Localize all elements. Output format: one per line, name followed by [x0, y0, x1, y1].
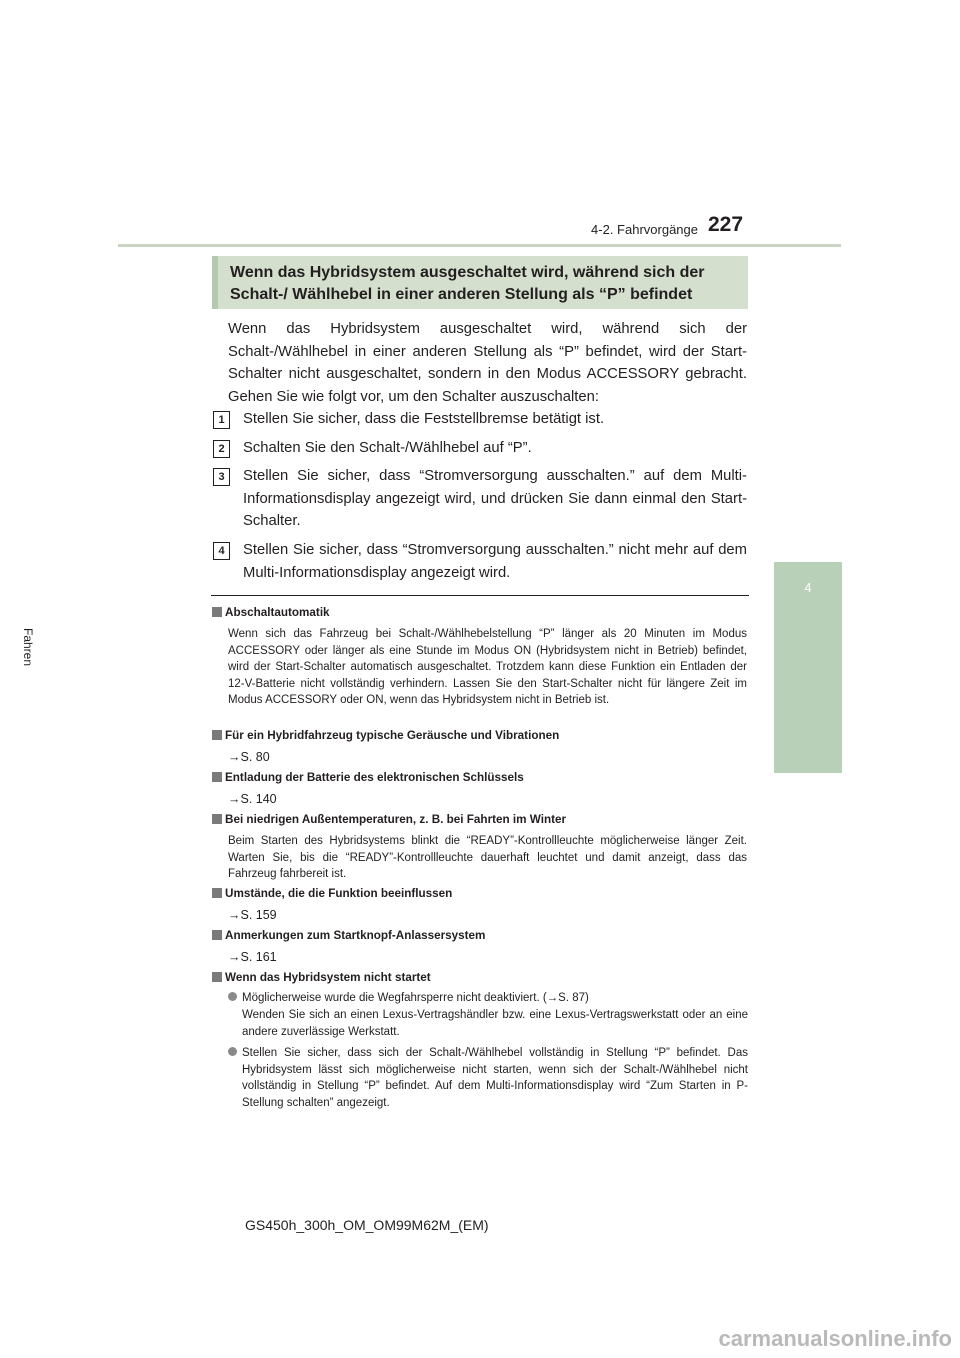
circle-bullet-icon — [228, 992, 237, 1001]
step-text-4: Stellen Sie sicher, dass “Stromversorgung ausschalten.” nicht mehr auf dem Multi-Informationsdisplay angezeigt wird. — [243, 542, 747, 581]
note-ref-key-battery[interactable]: →S. 140 — [228, 792, 277, 806]
header-divider — [118, 244, 841, 247]
section-heading-box — [212, 256, 748, 309]
note-title-start-system: Anmerkungen zum Startknopf-Anlassersystem — [212, 929, 485, 942]
page-number: 227 — [708, 213, 744, 236]
square-bullet-icon — [212, 888, 222, 898]
note-title-low-temperature: Bei niedrigen Außentemperaturen, z. B. bei Fahrten im Winter — [212, 813, 566, 826]
square-bullet-icon — [212, 972, 222, 982]
no-start-bullet-1-body: Wenden Sie sich an einen Lexus-Vertragshändler bzw. eine Lexus-Vertragswerkstatt oder an eine andere zuverlässige Werkstatt. — [242, 1009, 748, 1038]
chapter-tab — [774, 562, 842, 773]
step-number-2: 2 — [213, 440, 230, 458]
step-text-1: Stellen Sie sicher, dass die Feststellbremse betätigt ist. — [243, 411, 605, 427]
note-ref-conditions[interactable]: →S. 159 — [228, 908, 277, 922]
step-number-3: 3 — [213, 468, 230, 486]
section-divider — [211, 595, 749, 596]
square-bullet-icon — [212, 730, 222, 740]
section-title: Wenn das Hybridsystem ausgeschaltet wird, während sich der Schalt-/ Wählhebel in einer anderen Stellung als “P” befindet — [230, 264, 705, 303]
intro-paragraph: Wenn das Hybridsystem ausgeschaltet wird, während sich der Schalt-/Wählhebel in einer anderen Stellung als “P” befindet, wird der Start-Schalter nicht ausgeschaltet, sondern in den Modus ACCESSORY gebracht. Gehen Sie wie folgt vor, um den Schalter auszuschalten: — [228, 321, 747, 405]
chapter-label: Fahren — [21, 628, 35, 667]
document-code-footer: GS450h_300h_OM_OM99M62M_(EM) — [245, 1217, 489, 1233]
note-body-abschaltautomatik: Wenn sich das Fahrzeug bei Schalt-/Wählhebelstellung “P” länger als 20 Minuten im Modus ACCESSORY oder länger als eine Stunde im Modus ON (Hybridsystem nicht in Betrieb) befindet, wird der Start-Schalter automatisch ausgeschaltet. Trotzdem kann diese Funktion ein Entladen der 12-V-Batterie nicht vollständig verhindern. Lassen Sie den Start-Schalter nicht für längere Zeit im Modus ACCESSORY oder ON, wenn das Hybridsystem nicht in Betrieb ist. — [228, 628, 747, 706]
site-watermark: carmanualsonline.info — [718, 1326, 952, 1351]
square-bullet-icon — [212, 607, 222, 617]
circle-bullet-icon — [228, 1047, 237, 1056]
step-number-1: 1 — [213, 411, 230, 429]
note-title-conditions: Umstände, die die Funktion beeinflussen — [212, 887, 452, 900]
note-ref-start-system[interactable]: →S. 161 — [228, 950, 277, 964]
square-bullet-icon — [212, 814, 222, 824]
note-title-abschaltautomatik: Abschaltautomatik — [212, 606, 330, 619]
step-number-4: 4 — [213, 542, 230, 560]
note-title-key-battery: Entladung der Batterie des elektronischen Schlüssels — [212, 771, 524, 784]
square-bullet-icon — [212, 772, 222, 782]
square-bullet-icon — [212, 930, 222, 940]
note-title-no-start: Wenn das Hybridsystem nicht startet — [212, 971, 431, 984]
step-text-2: Schalten Sie den Schalt-/Wählhebel auf “P”. — [243, 440, 532, 456]
step-text-3: Stellen Sie sicher, dass “Stromversorgung ausschalten.” auf dem Multi-Informationsdisplay angezeigt wird, und drücken Sie dann einmal den Start-Schalter. — [243, 468, 747, 529]
chapter-number: 4 — [804, 580, 812, 595]
note-ref-noise[interactable]: →S. 80 — [228, 750, 270, 764]
no-start-bullet-2: Stellen Sie sicher, dass sich der Schalt-/Wählhebel vollständig in Stellung “P” befindet. Das Hybridsystem lässt sich möglicherweise nicht starten, wenn sich der Schalt-/Wählhebel nicht vollständig in Stellung “P” befindet. Auf dem Multi-Informationsdisplay wird “Zum Starten in P-Stellung schalten” angezeigt. — [242, 1045, 748, 1111]
note-body-low-temperature: Beim Starten des Hybridsystems blinkt die “READY”-Kontrollleuchte möglicherweise länger Zeit. Warten Sie, bis die “READY”-Kontrollleuchte dauerhaft leuchtet und damit anzeigt, dass das Fahrzeug fahrbereit ist. — [228, 835, 747, 880]
no-start-bullet-1-head: Möglicherweise wurde die Wegfahrsperre nicht deaktiviert. (→S. 87) — [228, 990, 589, 1007]
note-title-noise: Für ein Hybridfahrzeug typische Geräusche und Vibrationen — [212, 729, 559, 742]
running-header-section: 4-2. Fahrvorgänge — [591, 222, 698, 237]
